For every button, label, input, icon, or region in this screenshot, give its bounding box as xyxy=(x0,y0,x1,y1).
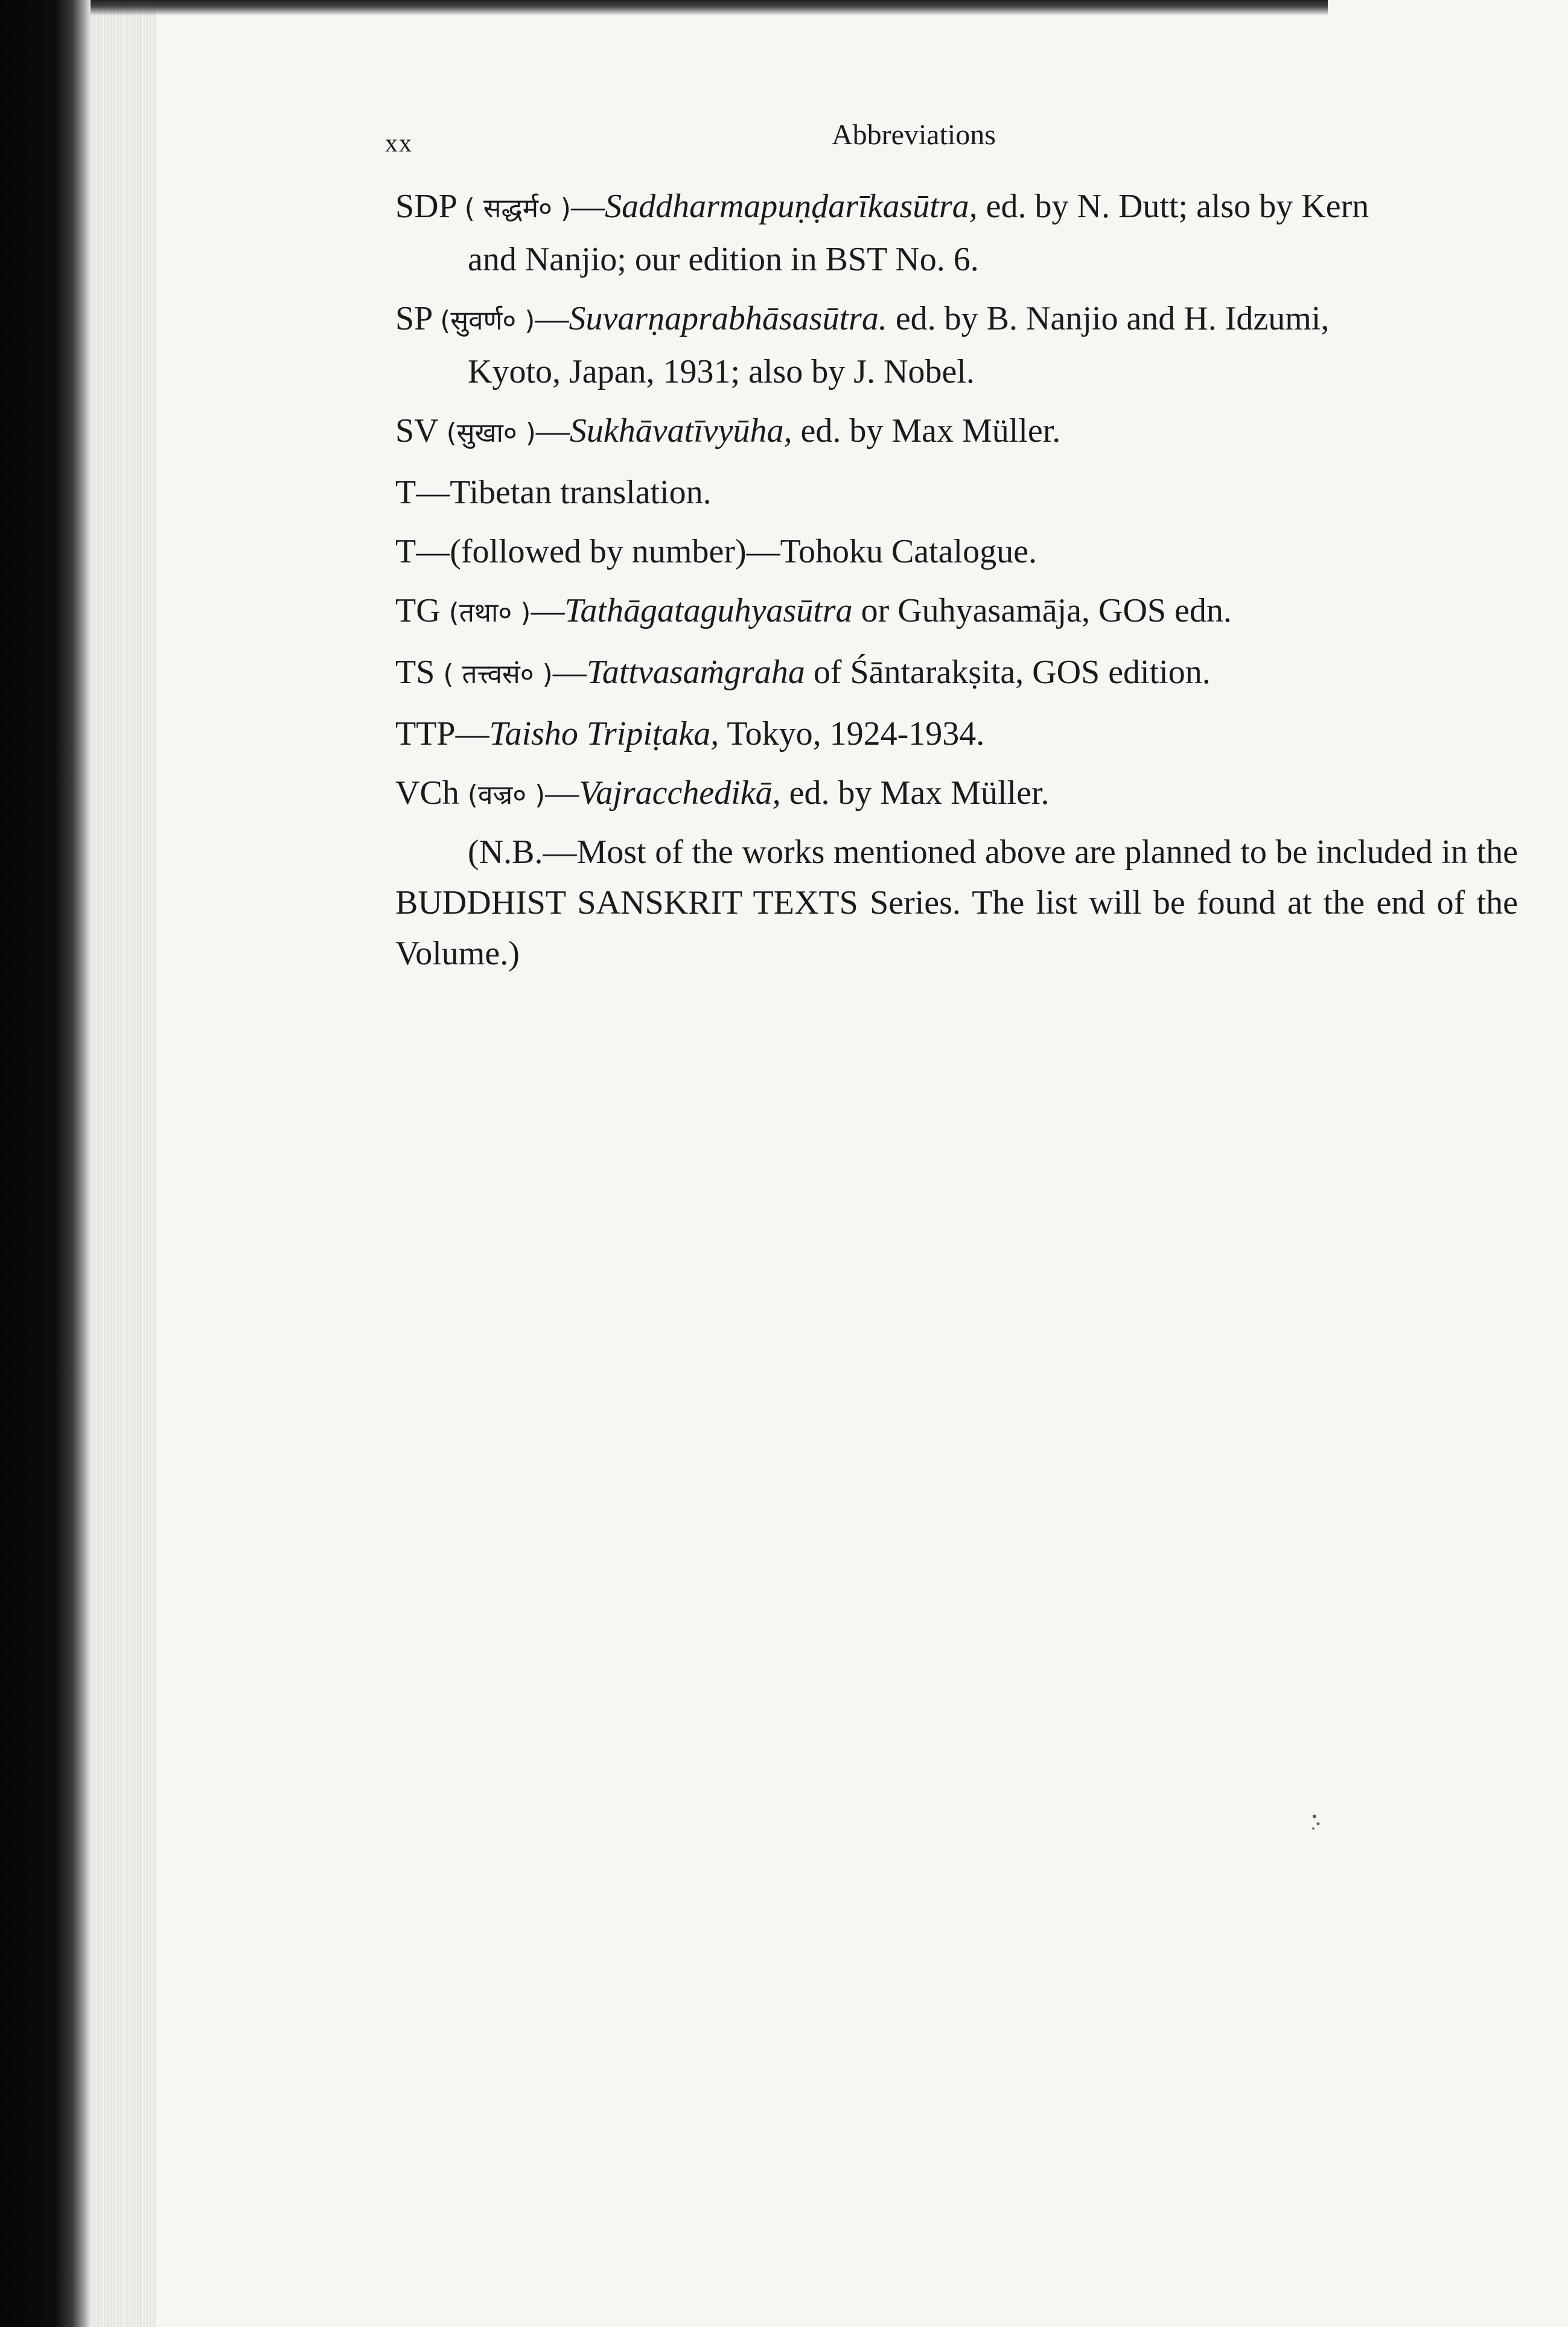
book-spine-shadow xyxy=(0,0,91,2327)
entry-abbr: SV xyxy=(395,412,438,450)
page-top-edge xyxy=(91,0,1328,16)
entry-title: Sukhāvatīvyūha, xyxy=(569,412,792,450)
entry-dash: — xyxy=(531,592,565,629)
entry-dash: — xyxy=(535,412,570,450)
abbreviation-entry-vch xyxy=(395,768,1518,821)
page-number: xx xyxy=(385,130,413,158)
entry-details: ed. by Max Müller. xyxy=(780,774,1050,812)
entry-devanagari: (सुखा० ) xyxy=(446,418,536,448)
entry-details: ed. by Max Müller. xyxy=(792,412,1061,450)
entry-abbr: T xyxy=(395,474,416,511)
abbreviation-entry-t-tibetan xyxy=(395,467,1518,518)
entry-abbr: VCh xyxy=(395,774,459,812)
entry-title: Saddharmapuṇḍarīkasūtra, xyxy=(605,188,978,225)
entry-abbr: TTP xyxy=(395,715,456,753)
gutter-shadow xyxy=(91,0,157,2327)
editorial-note: (N.B.—Most of the works mentioned above are planned to be included in the BUDDHIST SANSKRIT TEXTS Series. The list will be found at the end of the Volume.) xyxy=(395,833,1518,972)
abbreviation-entry-ts xyxy=(395,647,1518,700)
entry-devanagari: (सुवर्ण० ) xyxy=(440,305,535,336)
entry-dash: — xyxy=(455,715,489,753)
entry-devanagari: (वज्र० ) xyxy=(467,780,546,810)
entry-details: of Śāntarakṣita, GOS edition. xyxy=(805,654,1211,691)
entry-dash: — xyxy=(535,300,569,337)
entry-devanagari: ( तत्त्वसं० ) xyxy=(443,659,553,690)
entry-details: Tokyo, 1924-1934. xyxy=(719,715,985,753)
entry-devanagari: ( सद्धर्म० ) xyxy=(464,193,572,224)
entry-abbr: TS xyxy=(395,654,435,691)
running-head xyxy=(385,118,1339,167)
abbreviation-entry-tg xyxy=(395,585,1518,638)
entry-abbr: SP xyxy=(395,300,432,337)
entry-continuation: and Nanjio; our edition in BST No. 6. xyxy=(468,241,979,278)
abbreviation-entry-sdp xyxy=(395,181,1518,285)
entry-dash: — xyxy=(571,188,605,225)
entry-dash: — xyxy=(552,654,587,691)
entry-title: Tattvasaṁgraha xyxy=(586,654,805,691)
entry-details: Tibetan translation. xyxy=(450,474,712,511)
scan-specks xyxy=(1310,1810,1328,1835)
abbreviation-entry-t-tohoku xyxy=(395,526,1518,577)
entry-title: Tathāgataguhyasūtra xyxy=(564,592,853,629)
entry-abbr: T— xyxy=(395,533,450,570)
entry-title: Suvarṇaprabhāsasūtra. xyxy=(569,300,887,337)
abbreviation-entry-ttp xyxy=(395,708,1518,759)
entry-dash: — xyxy=(545,774,579,812)
entry-details: ed. by B. Nanjio and H. Idzumi, xyxy=(887,300,1330,337)
abbreviation-list xyxy=(395,181,1518,979)
entry-devanagari: (तथा० ) xyxy=(448,597,531,628)
entry-details: (followed by number)—Tohoku Catalogue. xyxy=(450,533,1037,570)
entry-abbr: TG xyxy=(395,592,441,629)
entry-title: Taisho Tripiṭaka, xyxy=(489,715,719,753)
entry-abbr: SDP xyxy=(395,188,456,225)
entry-dash: — xyxy=(416,474,450,511)
entry-details: ed. by N. Dutt; also by Kern xyxy=(977,188,1369,225)
entry-details: or Guhyasamāja, GOS edn. xyxy=(852,592,1232,629)
abbreviation-entry-sp xyxy=(395,293,1518,397)
entry-title: Vajracchedikā, xyxy=(579,774,781,812)
abbreviation-entry-sv xyxy=(395,406,1518,459)
entry-continuation: Kyoto, Japan, 1931; also by J. Nobel. xyxy=(468,353,975,390)
running-title: Abbreviations xyxy=(832,119,996,151)
